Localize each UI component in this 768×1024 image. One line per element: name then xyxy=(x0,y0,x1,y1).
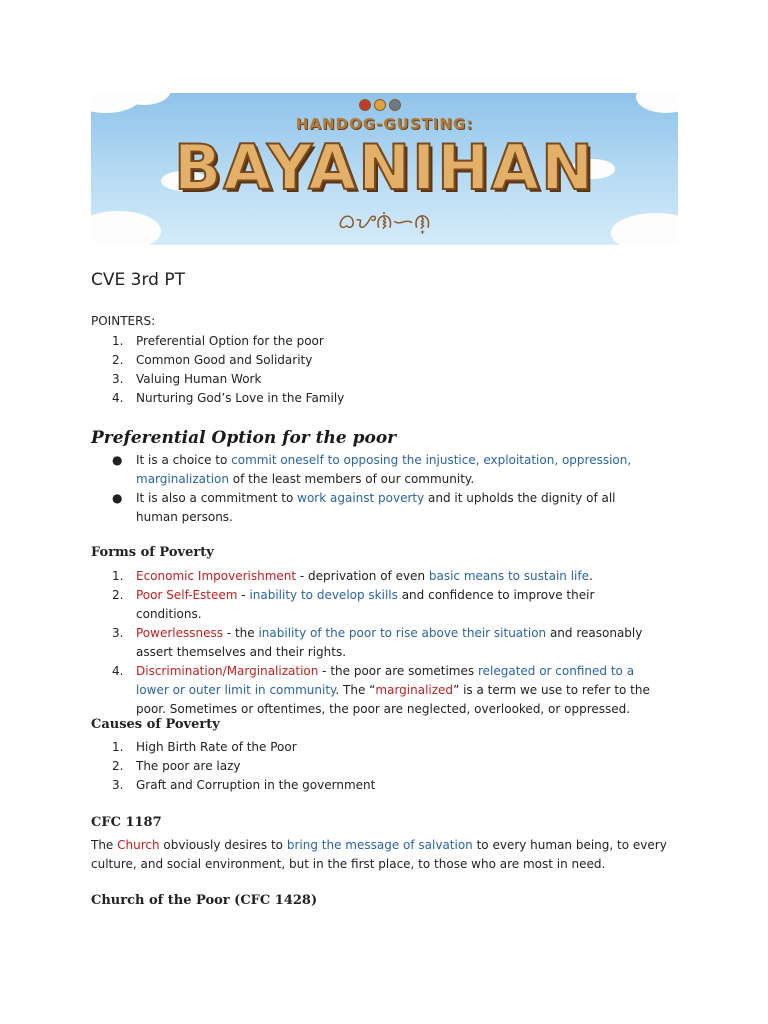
list-item: 2. Common Good and Solidarity xyxy=(112,353,313,367)
header-banner xyxy=(91,93,678,245)
seal-icon xyxy=(389,99,401,111)
list-item: 3. Graft and Corruption in the government xyxy=(112,778,376,792)
list-item: 2. Poor Self-Esteem - inability to develop skills and confidence to improve their conditions. xyxy=(112,588,595,621)
seal-icon xyxy=(359,99,371,111)
banner-subtitle: HANDOG-GUSTING: xyxy=(295,115,474,133)
banner-title: BAYANIHAN xyxy=(174,131,595,204)
causes-of-poverty-list xyxy=(112,738,375,795)
list-item: ● It is also a commitment to work against poverty and it upholds the dignity of all human persons. xyxy=(112,491,616,524)
list-item: 1. Economic Impoverishment - deprivation of even basic means to sustain life. xyxy=(112,569,593,583)
list-item: 3. Valuing Human Work xyxy=(112,372,262,386)
section-heading-causes-of-poverty: Causes of Poverty xyxy=(91,717,220,732)
pointers-list xyxy=(112,332,344,408)
list-item: ● It is a choice to commit oneself to opposing the injustice, exploitation, oppression, marginalization of the least members of our community. xyxy=(112,453,632,486)
document-title: CVE 3rd PT xyxy=(91,270,185,290)
cloud xyxy=(636,93,678,113)
section-heading-preferential-option: Preferential Option for the poor xyxy=(91,428,397,448)
section-heading-forms-of-poverty: Forms of Poverty xyxy=(91,545,214,560)
preferential-option-bullets xyxy=(112,451,632,527)
list-item: 4. Nurturing God’s Love in the Family xyxy=(112,391,345,405)
list-item: 2. The poor are lazy xyxy=(112,759,241,773)
list-item: 4. Discrimination/Marginalization - the poor are sometimes relegated or confined to a lower or outer limit in community. The “marginalized” is a term we use to refer to the poor. Sometimes or oftentimes, the poor are neglected, overlooked, or oppressed. xyxy=(112,664,650,716)
seal-icon xyxy=(374,99,386,111)
section-heading-church-of-the-poor: Church of the Poor (CFC 1428) xyxy=(91,893,318,908)
logo-seals xyxy=(359,99,401,111)
list-item: 3. Powerlessness - the inability of the poor to rise above their situation and reasonably assert themselves and their rights. xyxy=(112,626,643,659)
section-heading-cfc-1187: CFC 1187 xyxy=(91,815,162,830)
pointers-label: POINTERS: xyxy=(91,314,156,328)
list-item: 1. High Birth Rate of the Poor xyxy=(112,740,297,754)
forms-of-poverty-list xyxy=(112,567,660,719)
cfc-1187-paragraph: The Church obviously desires to bring the message of salvation to every human being, to every culture, and social environment, but in the first place, to those who are most in need. xyxy=(91,838,667,871)
list-item: 1. Preferential Option for the poor xyxy=(112,334,324,348)
banner-script: ᜊᜌᜈᜒᜑᜈ᜔ xyxy=(338,209,431,233)
